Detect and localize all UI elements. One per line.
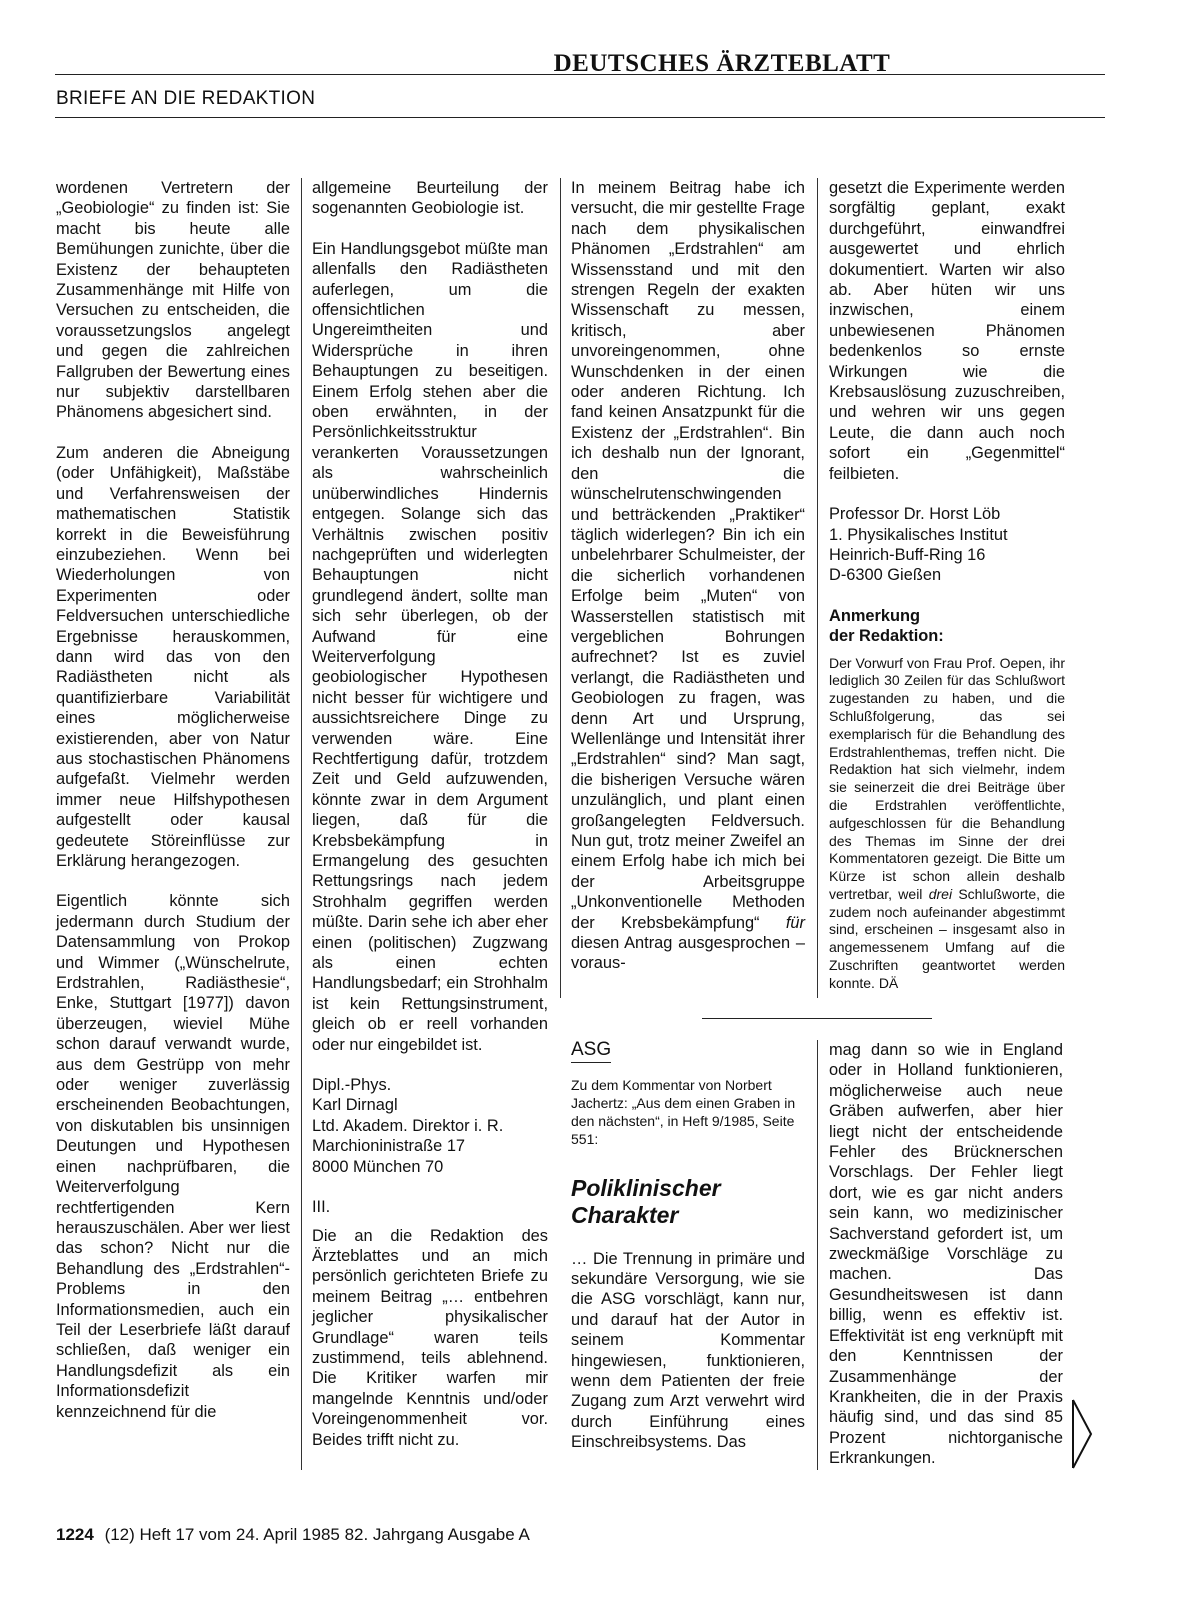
note-title-line: Anmerkung xyxy=(829,606,921,625)
note-title-line: der Redaktion: xyxy=(829,627,944,646)
masthead-rule xyxy=(55,74,1105,75)
signature-line: D-6300 Gießen xyxy=(829,566,942,585)
body-paragraph: Eigentlich könnte sich jedermann durch Studium der Datensammlung von Prokop und Wimmer („Wünschelrute, Erdstrahlen, Radiästhesie“, Enke, Stuttgart [1977]) davon überzeugen, wieviel Mühe schon darauf verwandt wurde, aus dem Gestrüpp von mehr oder weniger zuverlässig erscheinenden Beobachtungen, von diskutablen bis unsinnigen Deutungen und Hypothesen einen nachprüfbaren, die Weiterverfolgung rechtfertigenden Kern herauszuschälen. Aber wer liest das schon? Nicht nur die Behandlung des „Erdstrahlen“-Problems in den Informationsmedien, auch ein Teil der Leserbriefe läßt darauf schließen, daß weniger ein Handlungsdefizit als ein Informationsdefizit kennzeichnend für die xyxy=(56,892,290,1421)
body-text: diesen Antrag ausgesprochen – voraus- xyxy=(571,934,805,973)
body-paragraph xyxy=(571,178,805,974)
body-paragraph: Die an die Redaktion des Ärzteblattes und an mich persönlich gerichteten Briefe zu meinem Beitrag „… entbehren jeglicher physikalischer Grundlage“ waren teils zustimmend, teils ablehnend. Die Kritiker warfen mir mangelnde Kenntnis und/oder Voreingenommenheit vor. Beides trifft nicht zu. xyxy=(312,1226,548,1449)
column-3 xyxy=(571,178,805,994)
column-divider xyxy=(301,178,302,1470)
note-text: Der Vorwurf von Frau Prof. Oepen, ihr lediglich 30 Zeilen für das Schlußwort zugestanden zu haben, und die Schlußfolgerung, das sei exemplarisch für die Behandlung des Erdstrahlenthemas, treffen nicht. Die Redaktion hat sich vielmehr, indem sie seinerzeit die drei Beiträge über die Erdstrahlen veröffentlichte, aufgeschlossen für die Behandlung des Themas im Sinne der drei Kommentatoren gezeigt. Die Bitte um Kürze ist schon allein deshalb vertretbar, weil xyxy=(829,654,1065,902)
signature-line: Karl Dirnagl xyxy=(312,1096,398,1115)
title-line: Poliklinischer xyxy=(571,1174,721,1201)
signature-line: Ltd. Akadem. Direktor i. R. xyxy=(312,1116,504,1135)
column-divider xyxy=(817,178,818,998)
asg-article xyxy=(571,1040,805,1473)
asg-article-continued xyxy=(829,1040,1063,1489)
signature-line: Dipl.-Phys. xyxy=(312,1076,392,1095)
title-line: Charakter xyxy=(571,1201,679,1228)
body-paragraph: allgemeine Beurteilung der sogenannten Geobiologie ist. xyxy=(312,179,548,218)
editorial-note xyxy=(829,655,1065,993)
body-paragraph: … Die Trennung in primäre und sekundäre Versorgung, wie sie die ASG vorschlägt, kann nur, und darauf hat der Autor in seinem Kommentar hingewiesen, funktionieren, wenn dem Patienten der freie Zugang zum Arzt verwehrt wird durch Einführung eines Einschreibsystems. Das xyxy=(571,1249,805,1452)
signature-line: 1. Physikalisches Institut xyxy=(829,525,1008,544)
body-paragraph: Ein Handlungsgebot müßte man allenfalls den Radiästheten auferlegen, um die offensichtlichen Ungereimtheiten und Widersprüche in ihren Behauptungen zu beseitigen. Einem Erfolg stehen aber die oben erwähnten, in der Persönlichkeitsstruktur verankerten Voraussetzungen als wahrscheinlich unüberwindliches Hindernis entgegen. Solange sich das Verhältnis zwischen positiv nachgeprüften und widerlegten Behauptungen nicht grundlegend ändert, sollte man sich sehr überlegen, ob der Aufwand für eine Weiterverfolgung geobiologischer Hypothesen nicht besser für wichtigere und aussichtsreichere Dinge zu verwenden wäre. Eine Rechtfertigung dafür, trotzdem Zeit und Geld aufzuwenden, könnte zwar in dem Argument liegen, daß für die Krebsbekämpfung in Ermangelung des gesuchten Rettungsrings nach jedem Strohhalm gegriffen werden müßte. Darin sehe ich aber eher einen (politischen) Zugzwang als einen echten Handlungsbedarf; ein Strohhalm ist kein Rettungsinstrument, gleich ob er reell vorhanden oder nur eingebildet ist. xyxy=(312,239,548,1054)
roman-numeral-heading: III. xyxy=(312,1198,331,1217)
signature-line: Professor Dr. Horst Löb xyxy=(829,505,1001,524)
column-1 xyxy=(56,178,290,1442)
signature-line: Marchioninistraße 17 xyxy=(312,1137,466,1156)
issue-info: (12) Heft 17 vom 24. April 1985 82. Jahrgang Ausgabe A xyxy=(104,1525,530,1544)
body-paragraph: gesetzt die Experimente werden sorgfältig geplant, exakt durchgeführt, einwandfrei ausgewertet und ehrlich dokumentiert. Warten wir also ab. Aber hüten wir uns inzwischen, einem unbewiesenen Phänomen bedenkenlos so ernste Wirkungen wie die Krebsauslösung zuzuschreiben, und wehren wir uns gegen Leute, die dann auch noch sofort ein „Gegenmittel“ feilbieten. xyxy=(829,179,1065,483)
section-rule xyxy=(55,117,1105,118)
column-divider xyxy=(817,1040,818,1470)
column-2 xyxy=(312,178,548,1470)
body-text: In meinem Beitrag habe ich versucht, die mir gestellte Frage nach dem physikalischen Phänomen „Erdstrahlen“ am Wissensstand und mit den strengen Regeln der exakten Wissenschaft zu messen, kritisch, aber unvoreingenommen, ohne Wunschdenken in der einen oder anderen Richtung. Ich fand keinen Ansatzpunkt für die Existenz der „Erdstrahlen“. Bin ich deshalb nun der Ignorant, den die wünschelrutenschwingenden und betträckenden „Praktiker“ täglich widerlegen? Bin ich ein unbelehrbarer Schulmeister, der die sicherlich vorhandenen Erfolge beim „Muten“ von Wasserstellen statistisch mit vergeblichen Bohrungen aufrechnet? Ist es zuviel verlangt, die Radiästheten und Geobiologen zu fragen, was denn Art und Ursprung, Wellenlänge und Intensität ihrer „Erdstrahlen“ sind? Man sagt, die bisherigen Versuche wären unzulänglich, und plant einen großangelegten Feldversuch. Nun gut, trotz meiner Zweifel an einem Erfolg habe ich mich bei der Arbeitsgruppe „Unkonventionelle Methoden der Krebsbekämpfung“ xyxy=(571,179,805,932)
page-number: 1224 xyxy=(56,1525,94,1544)
author-signature xyxy=(829,504,1065,586)
emphasis-text: drei xyxy=(928,885,953,902)
body-paragraph: Zum anderen die Abneigung (oder Unfähigkeit), Maßstäbe und Verfahrensweisen der mathematischen Statistik korrekt in die Beweisführung einzubeziehen. Wenn bei Wiederholungen von Experimenten oder Feldversuchen unterschiedliche Ergebnisse herauskommen, dann wird das von den Radiästheten nicht als quantifizierbare Variabilität eines möglicherweise existierenden, aber von Natur aus stochastischen Phänomens aufgefaßt. Vielmehr werden immer neue Hilfshypothesen aufgestellt oder kausal gedeutete Störeinflüsse zur Erklärung herangezogen. xyxy=(56,443,290,870)
section-title: BRIEFE AN DIE REDAKTION xyxy=(56,88,316,109)
page-footer xyxy=(56,1525,530,1545)
signature-line: 8000 München 70 xyxy=(312,1157,444,1176)
asg-label: ASG xyxy=(571,1040,611,1063)
column-divider xyxy=(560,178,561,998)
editorial-note-title xyxy=(829,606,1065,647)
body-paragraph: mag dann so wie in England oder in Holland funktionieren, möglicherweise auch neue Gräben aufwerfen, aber hier liegt nicht der entscheidende Fehler des Brücknerschen Vorschlags. Der Fehler liegt dort, wie es gar nicht anders sein kann, wo medizinischer Sachverstand gefordert ist, um zweckmäßige Vorschläge zu machen. Das Gesundheitswesen ist dann billig, wenn es effektiv ist. Effektivität ist eng verknüpft mit den Kenntnissen der Zusammenhänge der Krankheiten, die in der Praxis häufig sind, und das sind 85 Prozent nichtorganische Erkrankungen. xyxy=(829,1041,1063,1468)
continue-arrow-icon xyxy=(1070,1398,1094,1470)
asg-intro: Zu dem Kommentar von Norbert Jachertz: „Aus dem einen Graben in den nächsten“, in Heft 9/1985, Seite 551: xyxy=(571,1077,796,1147)
article-title xyxy=(571,1175,805,1229)
author-signature xyxy=(312,1075,548,1177)
note-text: Schlußworte, die zudem noch aufeinander abgestimmt sind, erscheinen – insgesamt also in angemessenem Umfang auf die Zuschriften geantwortet werden konnte. DÄ xyxy=(829,885,1065,991)
article-divider xyxy=(702,1018,932,1019)
masthead: DEUTSCHES ÄRZTEBLATT xyxy=(553,50,891,77)
column-4 xyxy=(829,178,1065,1013)
signature-line: Heinrich-Buff-Ring 16 xyxy=(829,545,986,564)
body-paragraph: wordenen Vertretern der „Geobiologie“ zu finden ist: Sie macht bis heute alle Bemühungen zunichte, über die Existenz der behaupteten Zusammenhänge mit Hilfe von Versuchen zu entscheiden, die voraussetzungslos angelegt und gegen die zahlreichen Fallgruben der Bewertung eines nur subjektiv darstellbaren Phänomens abgesichert sind. xyxy=(56,179,290,422)
emphasis-text: für xyxy=(785,913,805,932)
